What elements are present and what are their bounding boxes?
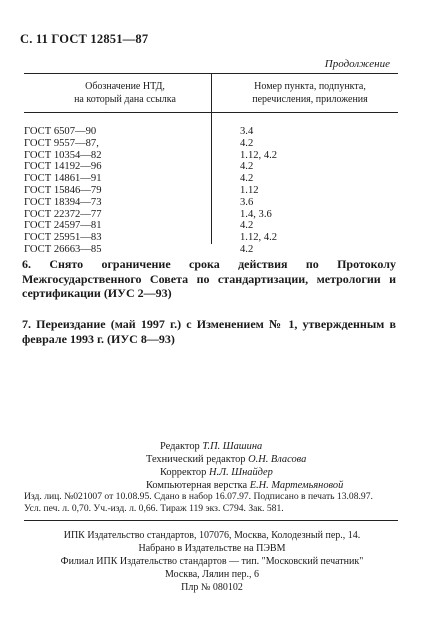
credit-person: О.Н. Власова xyxy=(248,454,307,465)
table-cell-document: ГОСТ 9557—87, xyxy=(24,137,99,149)
table-cell-document: ГОСТ 24597—81 xyxy=(24,220,102,232)
credit-role: Компьютерная верстка xyxy=(146,480,248,491)
table-cell-reference: 4.2 xyxy=(240,243,254,255)
credit-person: Т.П. Шашина xyxy=(202,441,263,452)
note-6: 6. Снято ограничение срока действия по Протоколу Межгосударственного Совета по стандартизации, метрологии и сертификации (ИУС 2—93) xyxy=(22,257,396,300)
column-divider xyxy=(211,74,212,244)
continuation-label: Продолжение xyxy=(324,58,390,70)
document-column xyxy=(24,126,102,256)
table-cell-document: ГОСТ 14192—96 xyxy=(24,161,102,173)
table-cell-document: ГОСТ 14861—91 xyxy=(24,173,102,185)
page-header: С. 11 ГОСТ 12851—87 xyxy=(20,32,149,46)
table-cell-reference: 4.2 xyxy=(240,161,254,173)
table-cell-reference: 4.2 xyxy=(240,173,254,185)
publisher-line: ИПК Издательство стандартов, 107076, Москва, Колодезный пер., 14. xyxy=(63,530,361,541)
column-header-line: Обозначение НТД, xyxy=(85,81,165,92)
credit-role: Корректор xyxy=(160,467,207,478)
publisher-line: Набрано в Издательстве на ПЭВМ xyxy=(138,543,286,554)
column-header-line: на который дана ссылка xyxy=(74,94,176,105)
column-header-reference xyxy=(222,80,398,106)
credit-technical-editor xyxy=(146,454,306,467)
table-cell-reference: 4.2 xyxy=(240,220,254,232)
table-cell-document: ГОСТ 18394—73 xyxy=(24,196,102,208)
column-header-line: Номер пункта, подпункта, xyxy=(254,81,366,92)
table-cell-document: ГОСТ 15846—79 xyxy=(24,184,102,196)
column-header-document xyxy=(40,80,210,106)
credit-role: Технический редактор xyxy=(146,454,246,465)
print-info-line: Усл. печ. л. 0,70. Уч.-изд. л. 0,66. Тираж 119 экз. С794. Зак. 581. xyxy=(24,503,284,514)
table-cell-reference: 3.6 xyxy=(240,196,254,208)
publisher-line: Филиал ИПК Издательство стандартов — тип. "Московский печатник" xyxy=(60,556,364,567)
table-cell-reference: 4.2 xyxy=(240,137,254,149)
table-cell-document: ГОСТ 25951—83 xyxy=(24,232,102,244)
table-cell-document: ГОСТ 22372—77 xyxy=(24,208,102,220)
table-cell-reference: 1.4, 3.6 xyxy=(240,208,272,220)
column-header-line: перечисления, приложения xyxy=(252,94,368,105)
table-cell-document: ГОСТ 10354—82 xyxy=(24,149,102,161)
table-cell-reference: 1.12, 4.2 xyxy=(240,149,278,161)
note-7: 7. Переиздание (май 1997 г.) с Изменением № 1, утвержденным в феврале 1993 г. (ИУС 8—93) xyxy=(22,317,396,346)
imprint-rule xyxy=(24,520,398,521)
table-cell-reference: 1.12 xyxy=(240,184,259,196)
reference-column xyxy=(240,126,277,256)
credit-role: Редактор xyxy=(160,441,200,452)
credit-person: Н.Л. Шнайдер xyxy=(208,467,273,478)
credit-editor xyxy=(160,441,262,454)
print-info-line: Изд. лиц. №021007 от 10.08.95. Сдано в набор 16.07.97. Подписано в печать 13.08.97. xyxy=(24,491,373,502)
credit-person: Е.Н. Мартемьяновой xyxy=(249,480,344,491)
table-cell-reference: 3.4 xyxy=(240,126,254,137)
table-cell-reference: 1.12, 4.2 xyxy=(240,232,278,244)
publisher-line: Москва, Лялин пер., 6 xyxy=(164,569,260,580)
table-cell-document: ГОСТ 26663—85 xyxy=(24,243,102,255)
credit-proofreader xyxy=(160,467,273,480)
table-cell-document: ГОСТ 6507—90 xyxy=(24,126,97,137)
publisher-line: Плр № 080102 xyxy=(181,582,243,593)
